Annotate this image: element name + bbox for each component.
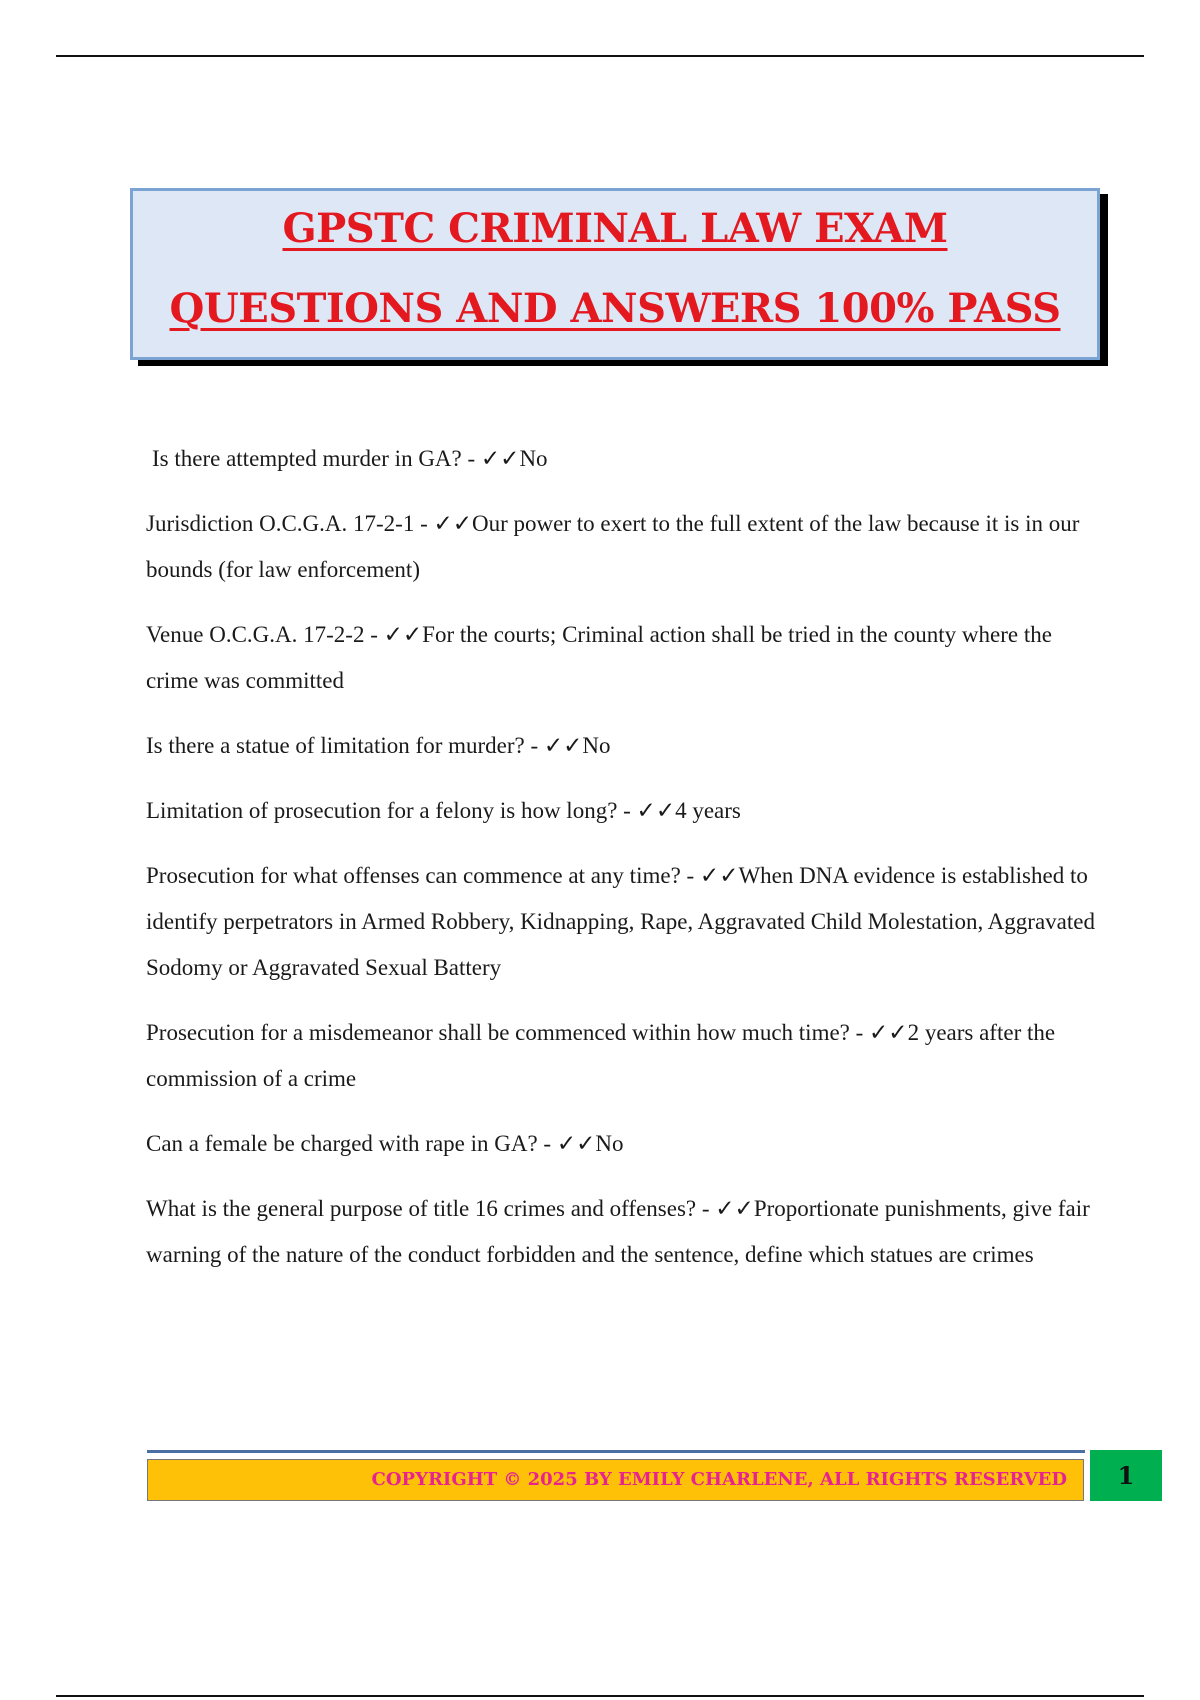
qa-item: Is there attempted murder in GA? - ✓✓No [152, 446, 548, 471]
document-title-line-1: GPSTC CRIMINAL LAW EXAM [282, 205, 948, 252]
document-title-line-2: QUESTIONS AND ANSWERS 100% PASS [169, 285, 1061, 332]
qa-item: Jurisdiction O.C.G.A. 17-2-1 - ✓✓Our power to exert to the full extent of the law because it is in our bounds (for law enforcement) [146, 511, 1080, 582]
top-rule [56, 55, 1144, 57]
qa-item: Prosecution for a misdemeanor shall be commenced within how much time? - ✓✓2 years after the commission of a crime [146, 1020, 1056, 1091]
qa-item: Can a female be charged with rape in GA? - ✓✓No [146, 1131, 624, 1156]
qa-item: What is the general purpose of title 16 crimes and offenses? - ✓✓Proportionate punishments, give fair warning of the nature of the conduct forbidden and the sentence, define which statues are crimes [146, 1196, 1090, 1267]
qa-item: Prosecution for what offenses can commence at any time? - ✓✓When DNA evidence is established to identify perpetrators in Armed Robbery, Kidnapping, Rape, Aggravated Child Molestation, Aggravated Sodomy or Aggravated Sexual Battery [146, 863, 1095, 980]
title-box [130, 188, 1100, 360]
qa-item: Venue O.C.G.A. 17-2-2 - ✓✓For the courts; Criminal action shall be tried in the county where the crime was committed [146, 622, 1052, 693]
footer-copyright: COPYRIGHT © 2025 BY EMILY CHARLENE, ALL RIGHTS RESERVED [147, 1459, 1084, 1501]
bottom-rule [56, 1695, 1144, 1697]
qa-item: Limitation of prosecution for a felony is how long? - ✓✓4 years [146, 798, 741, 823]
page-number-badge: 1 [1090, 1450, 1162, 1501]
footer-rule [147, 1450, 1085, 1453]
qa-list [146, 436, 1096, 1297]
qa-item: Is there a statue of limitation for murder? - ✓✓No [146, 733, 611, 758]
